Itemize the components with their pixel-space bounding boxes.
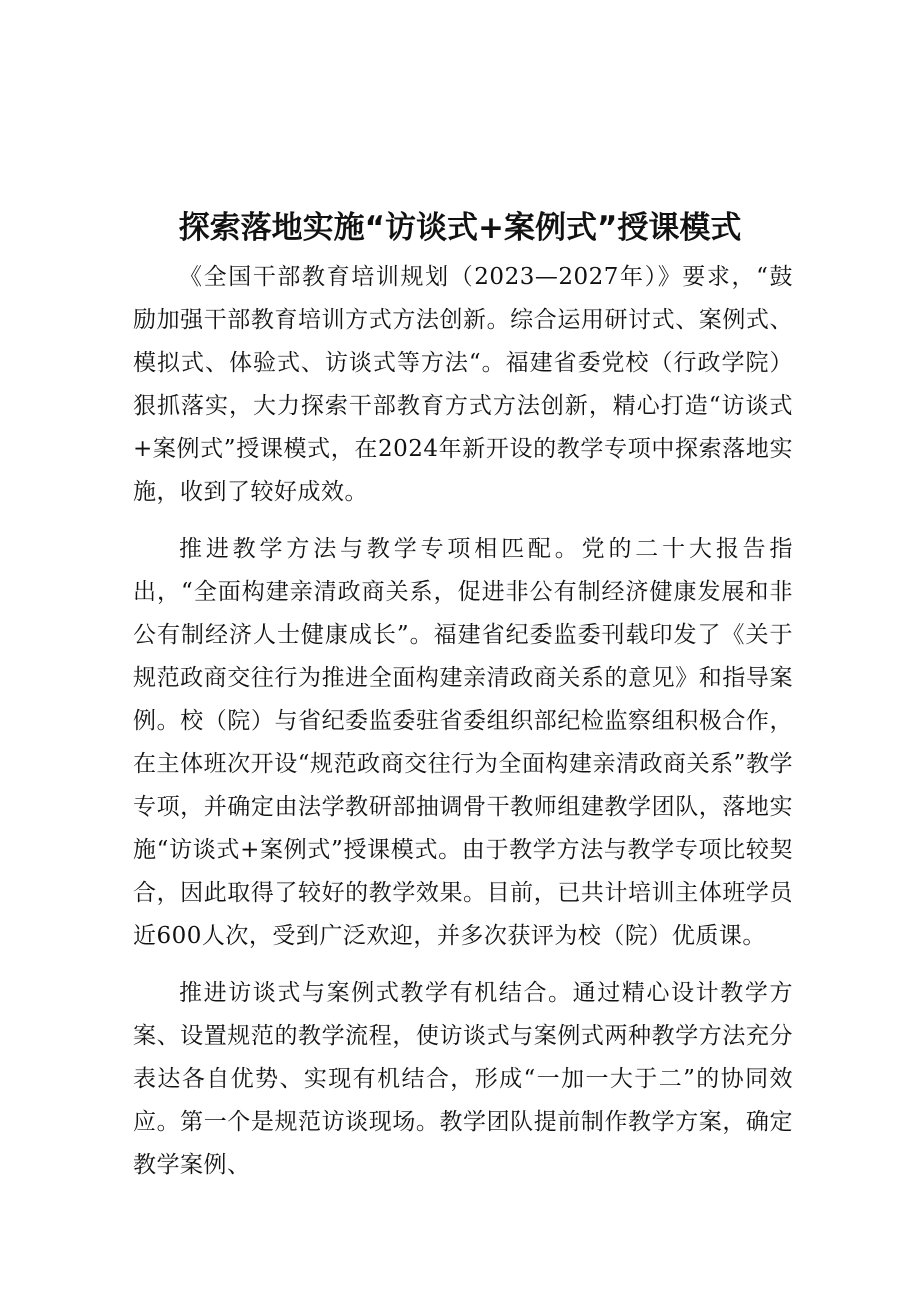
document-body [133, 256, 793, 1201]
paragraph-method-combine: 推进访谈式与案例式教学有机结合。通过精心设计教学方案、设置规范的教学流程，使访谈式与案例式两种教学方法充分表达各自优势、实现有机结合，形成“一加一大于二”的协同效应。第一个是规范访谈现场。教学团队提前制作教学方案，确定教学案例、 [133, 980, 793, 1178]
document-title: 探索落地实施“访谈式+案例式”授课模式 [178, 210, 742, 246]
paragraph-intro: 《全国干部教育培训规划（2023—2027年）》要求，“鼓励加强干部教育培训方式方法创新。综合运用研讨式、案例式、模拟式、体验式、访谈式等方法“。福建省委党校（行政学院）狠抓落实，大力探索干部教育方式方法创新，精心打造“访谈式+案例式”授课模式，在2024年新开设的教学专项中探索落地实施，收到了较好成效。 [133, 264, 793, 505]
paragraph-method-match: 推进教学方法与教学专项相匹配。党的二十大报告指出，“全面构建亲清政商关系，促进非公有制经济健康发展和非公有制经济人士健康成长”。福建省纪委监委刊载印发了《关于规范政商交往行为推进全面构建亲清政商关系的意见》和指导案例。校（院）与省纪委监委驻省委组织部纪检监察组积极合作，在主体班次开设“规范政商交往行为全面构建亲清政商关系”教学专项，并确定由法学教研部抽调骨干教师组建教学团队，落地实施“访谈式+案例式”授课模式。由于教学方法与教学专项比较契合，因此取得了较好的教学效果。目前，已共计培训主体班学员近600人次，受到广泛欢迎，并多次获评为校（院）优质课。 [133, 536, 793, 949]
